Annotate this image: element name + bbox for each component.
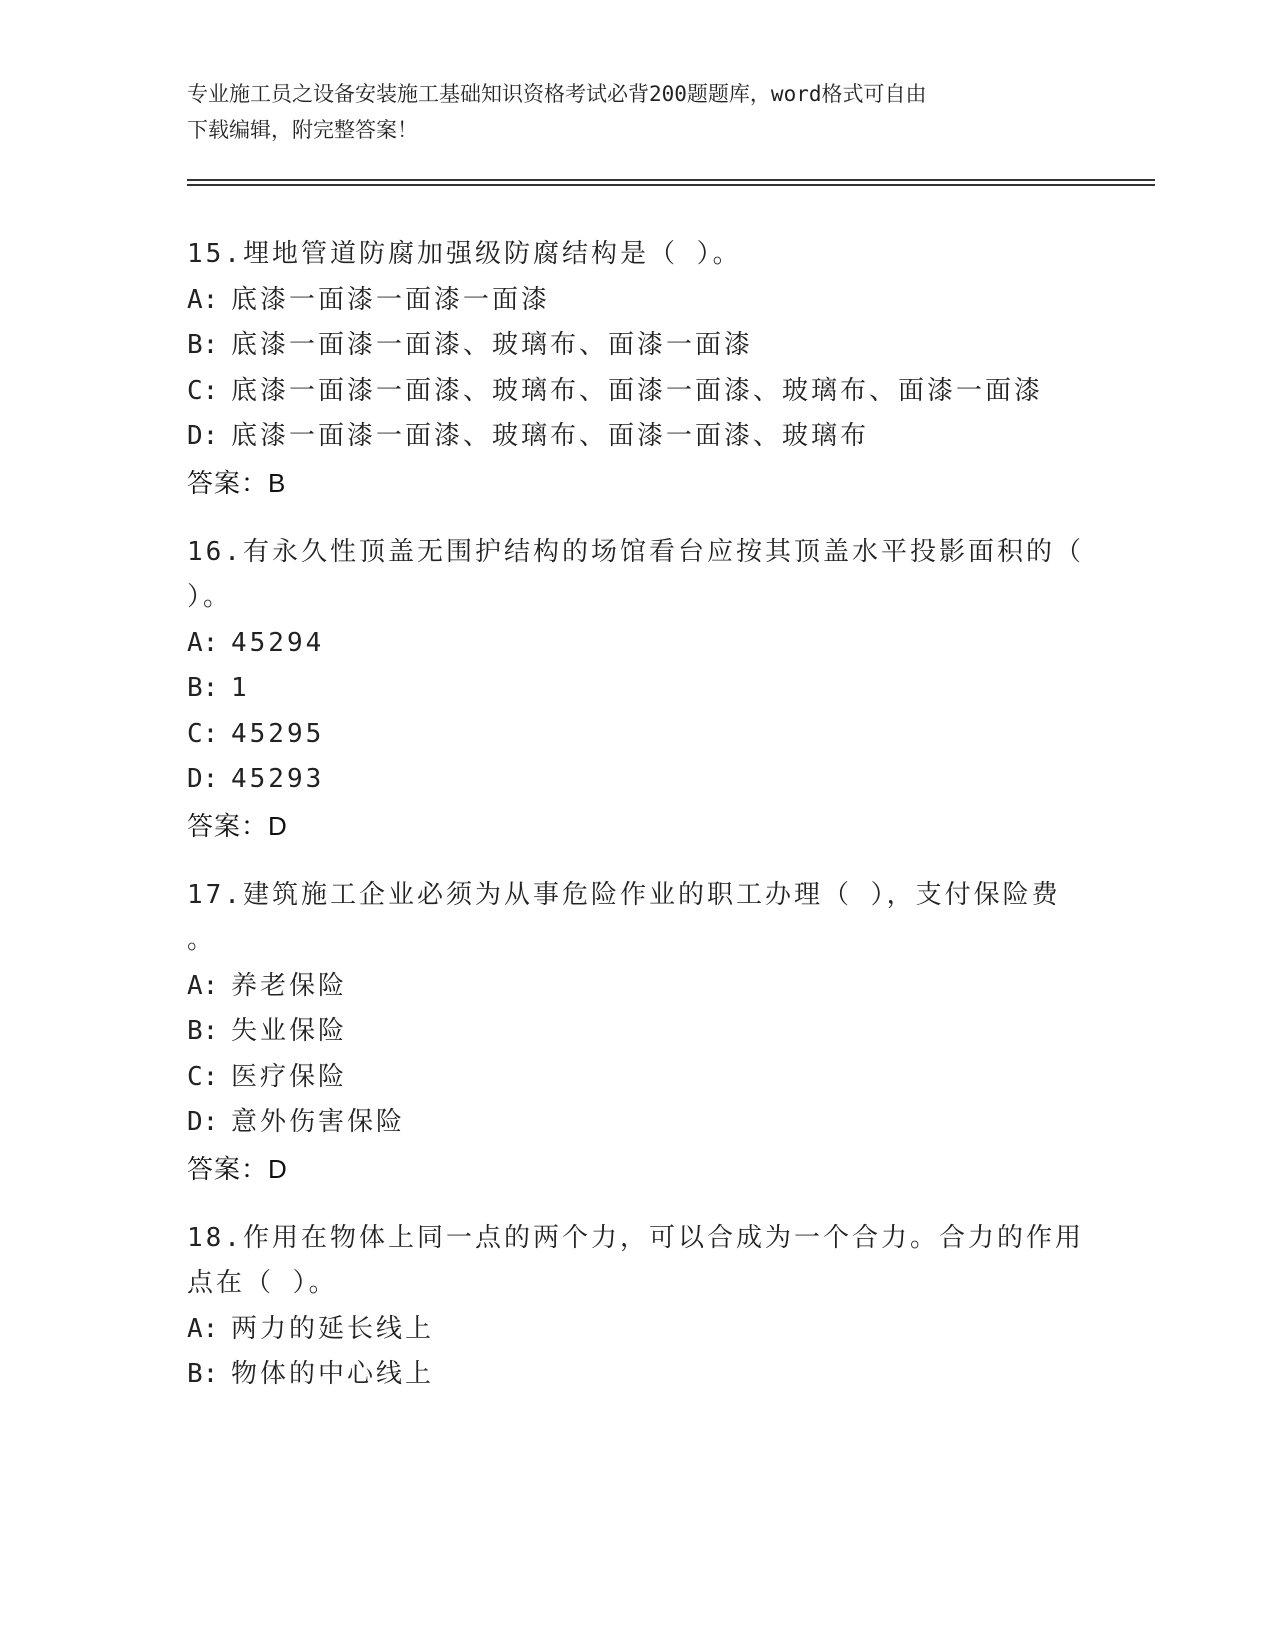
question-17	[187, 873, 1087, 1192]
option-a	[187, 964, 1087, 1010]
option-label: B:	[187, 1359, 219, 1389]
option-a	[187, 1307, 1087, 1353]
answer: 答案：D	[187, 1153, 288, 1184]
answer: 答案：D	[187, 810, 288, 841]
question-stem: 15.埋地管道防腐加强级防腐结构是（ ）。	[187, 239, 742, 269]
option-b	[187, 666, 1087, 712]
option-label: B:	[187, 330, 219, 360]
question-18	[187, 1216, 1087, 1398]
option-label: C:	[187, 718, 219, 749]
question-stem: 16.有永久性顶盖无围护结构的场馆看台应按其顶盖水平投影面积的（	[187, 536, 1084, 567]
header-line-2: 下载编辑，附完整答案！	[187, 118, 418, 142]
option-label: D:	[187, 1107, 219, 1137]
option-label: B:	[187, 1016, 219, 1046]
header-divider-top	[187, 179, 1155, 181]
question-15	[187, 232, 1087, 506]
option-text: 45293	[231, 764, 325, 794]
option-label: A:	[187, 627, 219, 658]
question-16	[187, 530, 1087, 849]
document-header	[187, 76, 1087, 148]
option-d	[187, 414, 1087, 460]
option-b	[187, 1352, 1087, 1398]
option-text: 底漆一面漆一面漆一面漆	[231, 284, 551, 315]
option-text: 底漆一面漆一面漆、玻璃布、面漆一面漆、玻璃布、面漆一面漆	[231, 375, 1044, 406]
question-list	[187, 232, 1087, 1422]
header-divider-bottom	[187, 184, 1155, 186]
answer: 答案：B	[187, 467, 287, 498]
option-d	[187, 1100, 1087, 1146]
option-d	[187, 757, 1087, 803]
option-c	[187, 1055, 1087, 1101]
option-label: B:	[187, 673, 219, 703]
option-text: 医疗保险	[231, 1061, 348, 1092]
question-stem-continued: 点在（ ）。	[187, 1268, 338, 1298]
question-stem: 17.建筑施工企业必须为从事危险作业的职工办理（ ），支付保险费	[187, 879, 1061, 910]
question-stem: 18.作用在物体上同一点的两个力，可以合成为一个合力。合力的作用	[187, 1222, 1084, 1253]
option-text: 底漆一面漆一面漆、玻璃布、面漆一面漆	[231, 330, 754, 360]
option-text: 底漆一面漆一面漆、玻璃布、面漆一面漆、玻璃布	[231, 421, 870, 451]
option-label: A:	[187, 1313, 219, 1344]
option-c	[187, 712, 1087, 758]
option-label: D:	[187, 764, 219, 794]
option-text: 45295	[231, 718, 325, 749]
option-text: 意外伤害保险	[231, 1107, 406, 1137]
option-label: C:	[187, 375, 219, 406]
option-text: 物体的中心线上	[231, 1359, 435, 1389]
option-label: A:	[187, 284, 219, 315]
option-a	[187, 621, 1087, 667]
option-text: 两力的延长线上	[231, 1313, 435, 1344]
option-label: D:	[187, 421, 219, 451]
option-text: 1	[231, 673, 250, 703]
option-a	[187, 278, 1087, 324]
option-text: 失业保险	[231, 1016, 348, 1046]
question-stem-continued: 。	[187, 925, 217, 955]
option-b	[187, 1009, 1087, 1055]
option-label: A:	[187, 970, 219, 1001]
header-line-1: 专业施工员之设备安装施工基础知识资格考试必背200题题库，word格式可自由	[187, 82, 927, 106]
option-text: 养老保险	[231, 970, 348, 1001]
option-text: 45294	[231, 627, 325, 658]
option-c	[187, 369, 1087, 415]
option-b	[187, 323, 1087, 369]
option-label: C:	[187, 1061, 219, 1092]
question-stem-continued: ）。	[187, 582, 233, 612]
